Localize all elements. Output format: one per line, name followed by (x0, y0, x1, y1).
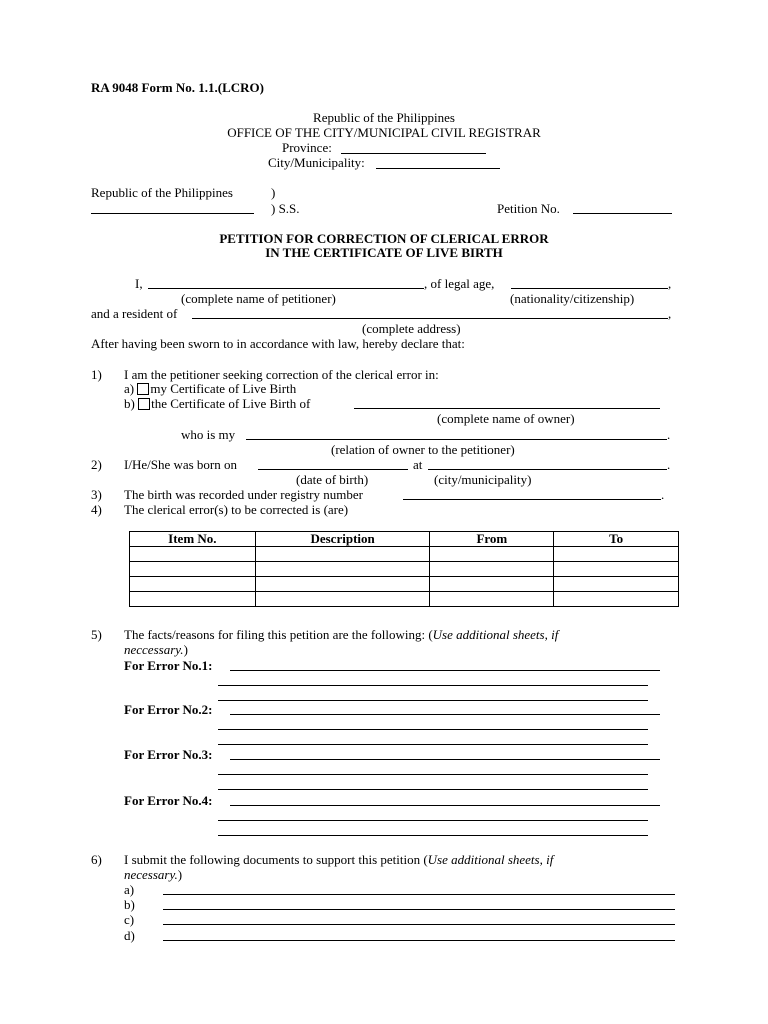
who-is-my-label: who is my (181, 427, 236, 442)
error-2-line-2[interactable] (218, 729, 648, 730)
item-6-lead: I submit the following documents to support this petition ( (124, 852, 428, 867)
option-b (124, 396, 310, 411)
item-2-number: 2) (91, 457, 102, 472)
item-3-number: 3) (91, 487, 102, 502)
item-3-period: . (661, 487, 665, 502)
error-3-label: For Error No.3: (124, 747, 213, 762)
item-6-close: ) (177, 867, 183, 882)
error-3-line-1[interactable] (230, 759, 660, 760)
province-label: Province: (282, 140, 332, 155)
table-cell[interactable] (554, 562, 679, 577)
document-b-field[interactable] (163, 909, 675, 910)
table-cell[interactable] (554, 547, 679, 562)
resident-label: and a resident of (91, 306, 178, 321)
option-a-letter: a) (124, 381, 135, 396)
document-d-field[interactable] (163, 940, 675, 941)
table-cell[interactable] (430, 577, 554, 592)
table-row (130, 577, 679, 592)
petition-no-field[interactable] (573, 213, 672, 214)
item-5-number: 5) (91, 627, 102, 642)
error-4-label: For Error No.4: (124, 793, 213, 808)
nationality-caption: (nationality/citizenship) (510, 291, 635, 306)
item-6-text-cont (124, 867, 182, 882)
relation-field[interactable] (246, 439, 667, 440)
error-1-label: For Error No.1: (124, 658, 213, 673)
document-b-letter: b) (124, 897, 135, 912)
table-cell[interactable] (130, 592, 256, 607)
owner-name-field[interactable] (354, 408, 660, 409)
error-table-header (130, 532, 679, 547)
error-3-line-2[interactable] (218, 774, 648, 775)
error-4-line-1[interactable] (230, 805, 660, 806)
registry-number-field[interactable] (403, 499, 661, 500)
city-caption: (city/municipality) (434, 472, 532, 487)
venue-republic: Republic of the Philippines (91, 185, 233, 200)
error-table (129, 531, 679, 607)
header-republic: Republic of the Philippines (313, 110, 455, 125)
table-cell[interactable] (255, 562, 430, 577)
table-cell[interactable] (430, 547, 554, 562)
document-a-field[interactable] (163, 894, 675, 895)
option-b-text: the Certificate of Live Birth of (151, 396, 311, 411)
error-2-label: For Error No.2: (124, 702, 213, 717)
form-number: RA 9048 Form No. 1.1.(LCRO) (91, 80, 264, 95)
item-3-text: The birth was recorded under registry number (124, 487, 363, 502)
table-row (130, 592, 679, 607)
intro-legal-age: , of legal age, (424, 276, 495, 291)
table-cell[interactable] (255, 592, 430, 607)
petitioner-name-field[interactable] (148, 288, 424, 289)
document-a-letter: a) (124, 882, 135, 897)
option-a-text: my Certificate of Live Birth (150, 381, 297, 396)
table-cell[interactable] (430, 592, 554, 607)
address-caption: (complete address) (362, 321, 461, 336)
item-2-at: at (413, 457, 423, 472)
header-from: From (430, 532, 554, 547)
document-d-letter: d) (124, 928, 135, 943)
item-5-close: ) (183, 642, 188, 657)
item-5-text-cont (124, 642, 188, 657)
birth-city-field[interactable] (428, 469, 667, 470)
option-a (124, 381, 296, 396)
item-1-text: I am the petitioner seeking correction of the clerical error in: (124, 367, 439, 382)
table-row (130, 547, 679, 562)
address-field[interactable] (192, 318, 668, 319)
header-office: OFFICE OF THE CITY/MUNICIPAL CIVIL REGISTRAR (227, 125, 541, 140)
item-5-note-2: neccessary. (124, 642, 184, 657)
intro-i: I, (135, 276, 143, 291)
error-2-line-3[interactable] (218, 744, 648, 745)
option-b-letter: b) (124, 396, 135, 411)
option-b-checkbox[interactable] (138, 398, 150, 410)
item-2-text: I/He/She was born on (124, 457, 238, 472)
item-2-period: . (667, 457, 671, 472)
error-1-line-3[interactable] (218, 700, 648, 701)
city-label: City/Municipality: (268, 155, 365, 170)
header-description: Description (255, 532, 430, 547)
intro-comma: , (668, 276, 672, 291)
error-1-line-2[interactable] (218, 685, 648, 686)
header-item-no: Item No. (130, 532, 256, 547)
header-to: To (554, 532, 679, 547)
item-1-number: 1) (91, 367, 102, 382)
item-6-text (124, 852, 553, 867)
venue-paren: ) (271, 185, 276, 200)
owner-caption: (complete name of owner) (437, 411, 575, 426)
province-field[interactable] (341, 153, 486, 154)
relation-period: . (667, 427, 671, 442)
petition-no-label: Petition No. (497, 201, 560, 216)
document-c-letter: c) (124, 912, 135, 927)
item-6-note-2: necessary. (124, 867, 178, 882)
table-cell[interactable] (255, 547, 430, 562)
item-5-text (124, 627, 558, 642)
table-cell[interactable] (430, 562, 554, 577)
error-4-line-2[interactable] (218, 820, 648, 821)
option-a-checkbox[interactable] (137, 383, 149, 395)
table-row (130, 562, 679, 577)
error-3-line-3[interactable] (218, 789, 648, 790)
item-5-note: Use additional sheets, if (432, 627, 559, 642)
error-2-line-1[interactable] (230, 714, 660, 715)
item-6-note: Use additional sheets, if (427, 852, 554, 867)
table-cell[interactable] (130, 547, 256, 562)
document-c-field[interactable] (163, 924, 675, 925)
table-cell[interactable] (554, 577, 679, 592)
venue-ss: ) S.S. (271, 201, 300, 216)
resident-comma: , (668, 306, 672, 321)
table-cell[interactable] (130, 577, 256, 592)
city-field[interactable] (376, 168, 500, 169)
title-line-1: PETITION FOR CORRECTION OF CLERICAL ERROR (219, 231, 549, 246)
error-1-line-1[interactable] (230, 670, 660, 671)
nationality-field[interactable] (511, 288, 668, 289)
item-4-number: 4) (91, 502, 102, 517)
date-caption: (date of birth) (296, 472, 369, 487)
item-5-lead: The facts/reasons for filing this petition are the following: ( (124, 627, 433, 642)
birth-date-field[interactable] (258, 469, 408, 470)
name-caption: (complete name of petitioner) (181, 291, 336, 306)
title-line-2: IN THE CERTIFICATE OF LIVE BIRTH (265, 245, 503, 260)
sworn-statement: After having been sworn to in accordance with law, hereby declare that: (91, 336, 465, 351)
table-cell[interactable] (130, 562, 256, 577)
venue-place-field[interactable] (91, 213, 254, 214)
item-4-text: The clerical error(s) to be corrected is (are) (124, 502, 349, 517)
relation-caption: (relation of owner to the petitioner) (331, 442, 515, 457)
error-4-line-3[interactable] (218, 835, 648, 836)
table-cell[interactable] (255, 577, 430, 592)
table-cell[interactable] (554, 592, 679, 607)
item-6-number: 6) (91, 852, 102, 867)
